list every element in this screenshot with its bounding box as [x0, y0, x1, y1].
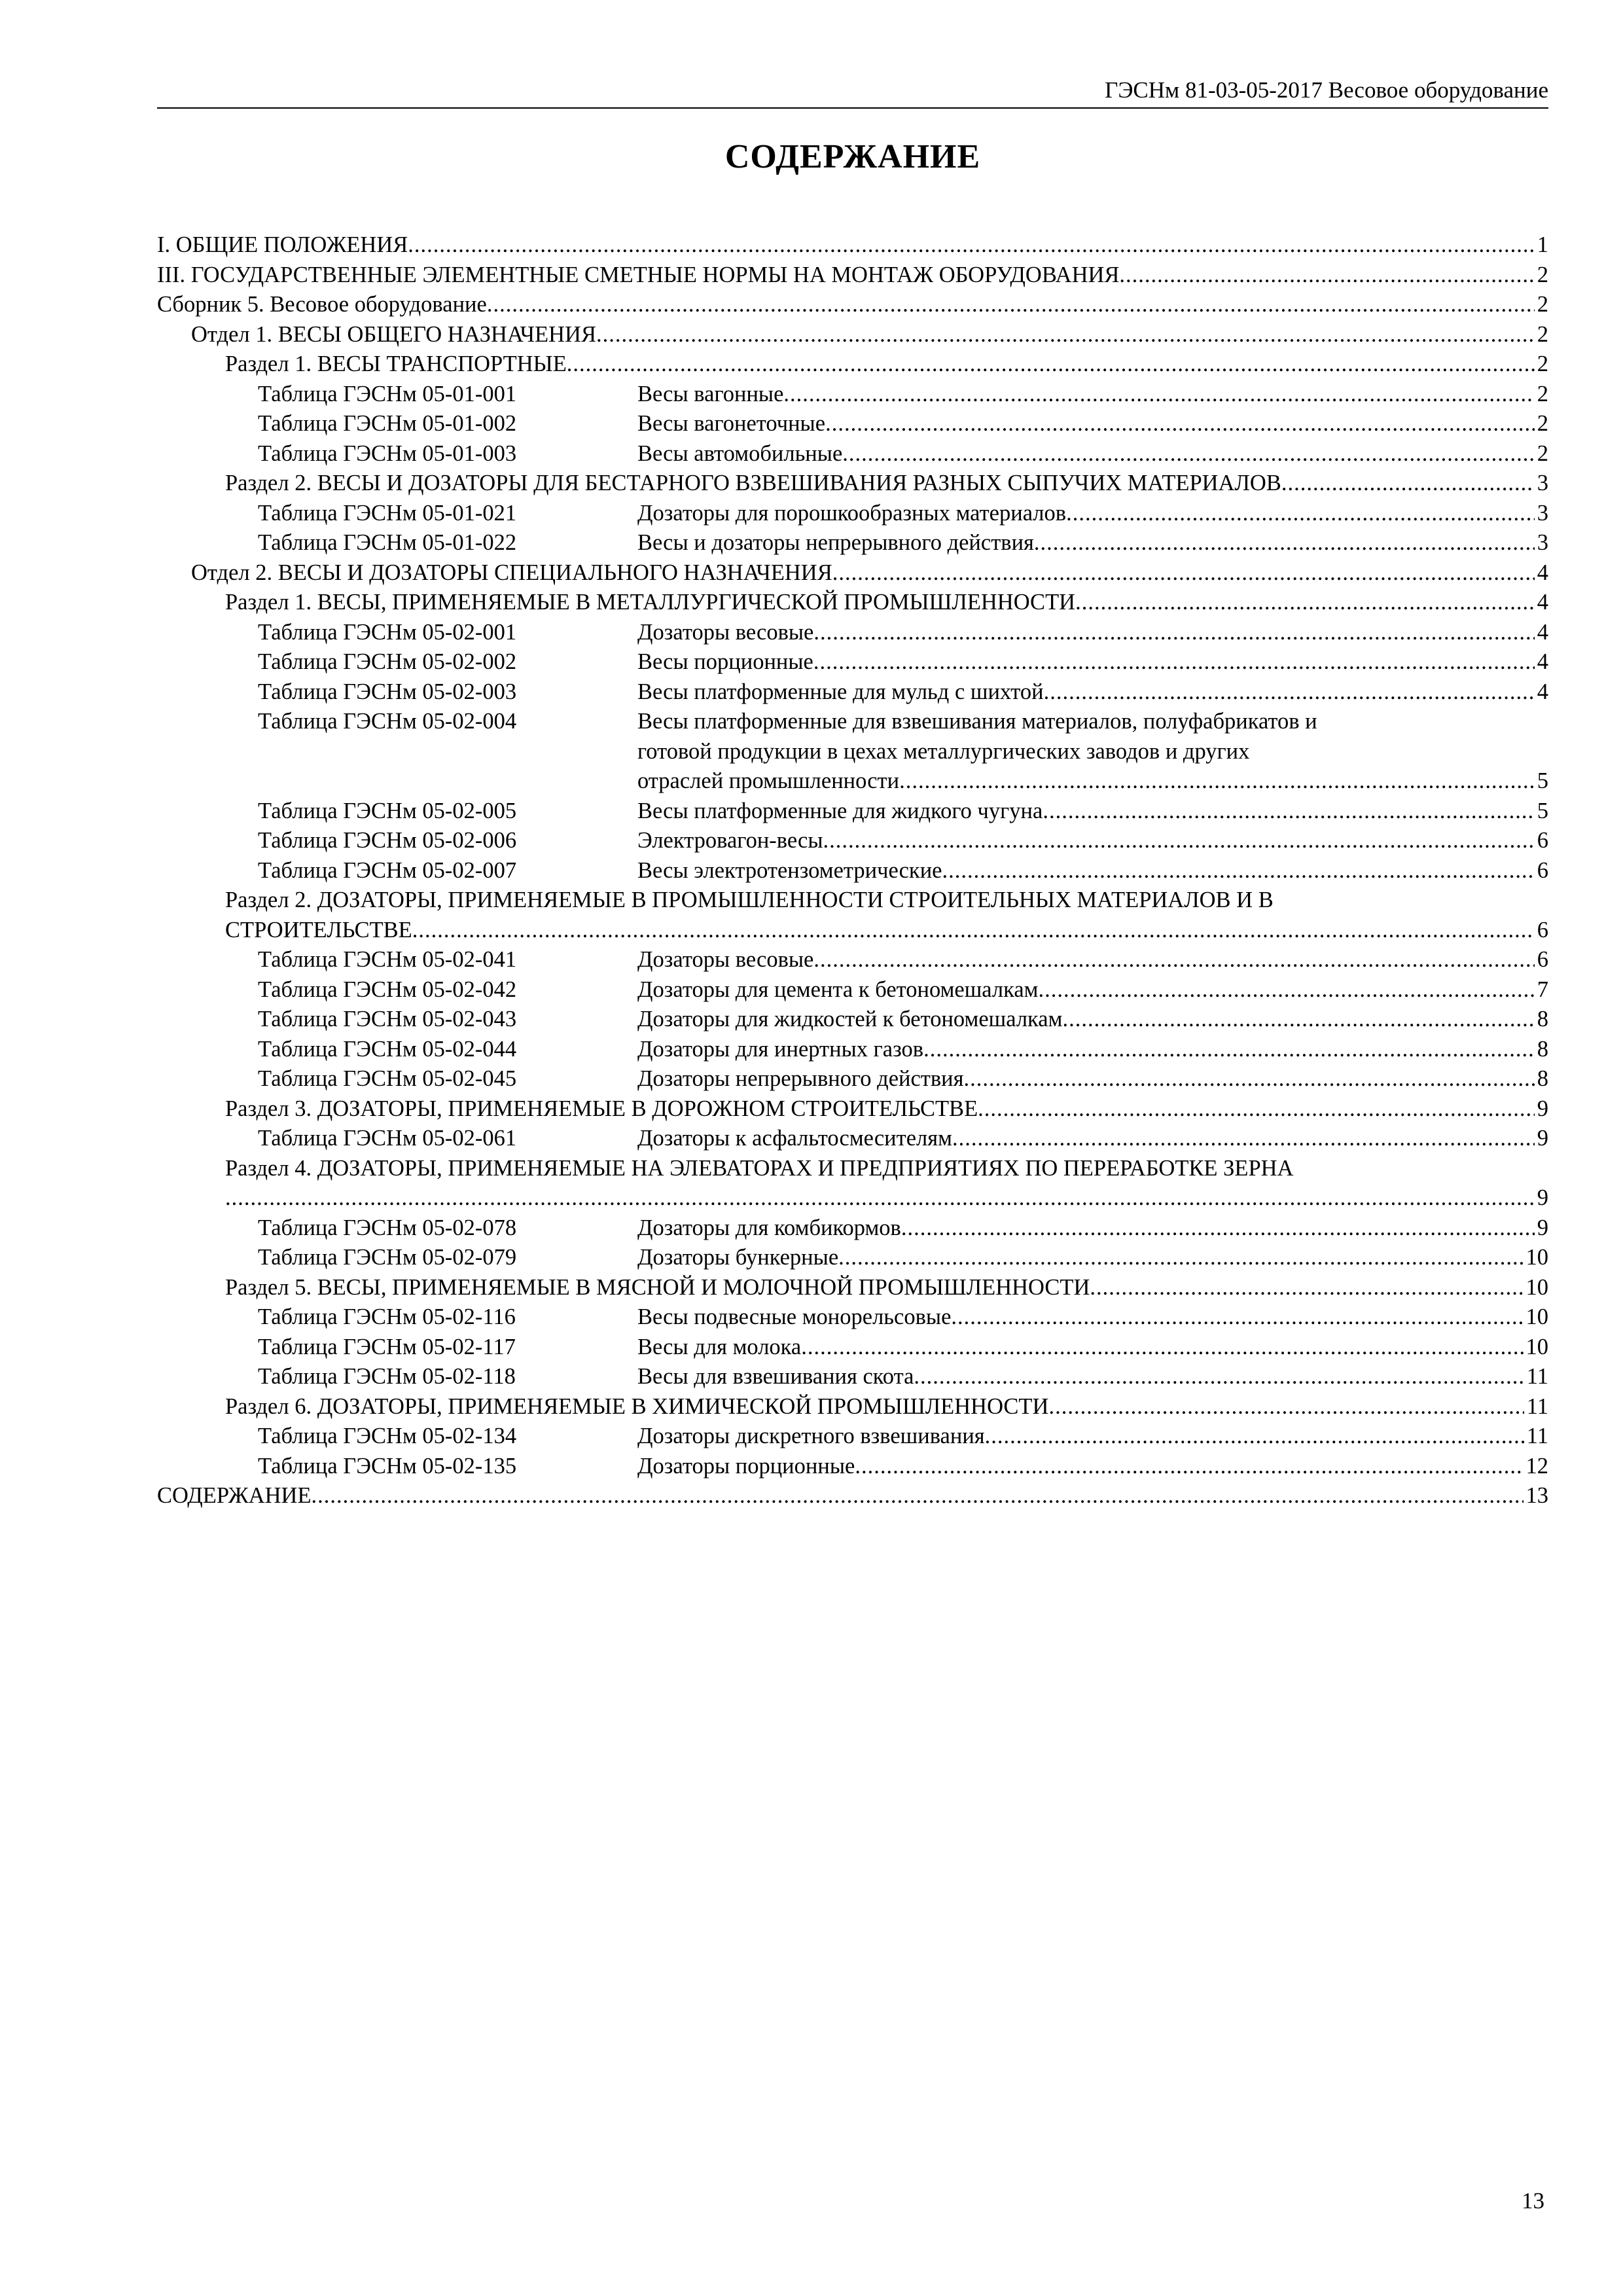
toc-entry-page: 10 — [1525, 1304, 1548, 1329]
toc-table-code: Таблица ГЭСНм 05-02-061 — [258, 1126, 517, 1151]
toc-entry-label: Отдел 1. ВЕСЫ ОБЩЕГО НАЗНАЧЕНИЯ — [191, 321, 596, 347]
toc-entry-page: 6 — [1537, 857, 1548, 883]
toc-entry-label: Дозаторы дискретного взвешивания — [637, 1424, 985, 1448]
toc-leader-dots — [855, 1452, 1523, 1482]
toc-leader-dots — [1043, 797, 1534, 827]
toc-leader-dots — [942, 856, 1534, 886]
toc-entry[interactable] — [157, 945, 1548, 975]
toc-leader-dots — [412, 916, 1535, 946]
toc-entry[interactable] — [157, 647, 1548, 677]
toc-entry-label: СОДЕРЖАНИЕ — [157, 1483, 312, 1508]
toc-entry-label: Дозаторы весовые — [637, 947, 814, 972]
toc-leader-dots — [487, 290, 1535, 320]
toc-leader-dots — [783, 380, 1534, 410]
toc-entry-page: 7 — [1537, 977, 1548, 1002]
toc-entry[interactable]: Раздел 2. ДОЗАТОРЫ, ПРИМЕНЯЕМЫЕ В ПРОМЫШЛЕННОСТИ СТРОИТЕЛЬНЫХ МАТЕРИАЛОВ И В — [225, 888, 1274, 912]
toc-entry-page: 11 — [1526, 1393, 1548, 1419]
toc-table-code: Таблица ГЭСНм 05-02-134 — [258, 1424, 517, 1448]
toc-entry-label: Дозаторы для порошкообразных материалов — [637, 500, 1067, 526]
toc-entry[interactable] — [157, 260, 1548, 291]
toc-entry-label: I. ОБЩИЕ ПОЛОЖЕНИЯ — [157, 232, 408, 257]
toc-entry-label: Весы платформенные для мульд с шихтой — [637, 679, 1044, 704]
toc-table-code: Таблица ГЭСНм 05-02-135 — [258, 1453, 517, 1479]
toc-entry-label: Весы подвесные монорельсовые — [637, 1304, 952, 1329]
toc-leader-dots — [1119, 260, 1534, 291]
toc-entry-label: Дозаторы весовые — [637, 619, 814, 645]
toc-leader-dots — [842, 439, 1534, 469]
toc-leader-dots — [1062, 1005, 1534, 1035]
toc-entry-page: 9 — [1537, 1126, 1548, 1151]
toc-leader-dots — [1281, 469, 1535, 499]
toc-entry[interactable] — [157, 469, 1548, 499]
toc-table-code: Таблица ГЭСНм 05-01-003 — [258, 440, 517, 466]
toc-leader-dots — [1048, 1392, 1524, 1422]
toc-entry[interactable] — [157, 230, 1548, 260]
toc-entry-page: 8 — [1537, 1007, 1548, 1031]
toc-leader-dots — [1039, 975, 1535, 1005]
toc-leader-dots — [225, 1183, 1535, 1213]
toc-entry[interactable] — [157, 1481, 1548, 1511]
toc-table-code: Таблица ГЭСНм 05-01-002 — [258, 411, 517, 436]
toc-entry-page: 9 — [1537, 1185, 1548, 1210]
toc-leader-dots — [1044, 677, 1535, 708]
toc-entry-page: 2 — [1537, 411, 1548, 436]
toc-leader-dots — [838, 1243, 1523, 1273]
toc-entry[interactable] — [157, 588, 1548, 618]
toc-entry[interactable] — [157, 1124, 1548, 1154]
toc-entry[interactable] — [157, 1392, 1548, 1422]
toc-entry[interactable] — [157, 1213, 1548, 1244]
toc-entry-label: Весы и дозаторы непрерывного действия — [637, 530, 1034, 555]
toc-table-code: Таблица ГЭСНм 05-02-005 — [258, 798, 517, 823]
toc-entry[interactable] — [157, 677, 1548, 708]
toc-leader-dots — [1034, 528, 1535, 558]
toc-entry-label: Дозаторы непрерывного действия — [637, 1066, 964, 1091]
toc-entry-page: 4 — [1537, 590, 1548, 615]
toc-table-code: Таблица ГЭСНм 05-02-007 — [258, 857, 517, 883]
toc-entry[interactable] — [157, 826, 1548, 856]
toc-entry[interactable] — [157, 1452, 1548, 1482]
toc-entry[interactable] — [157, 1094, 1548, 1124]
toc-entry[interactable] — [157, 499, 1548, 529]
toc-entry-continuation[interactable] — [157, 916, 1548, 946]
toc-entry-page: 4 — [1537, 619, 1548, 645]
toc-entry-label: Раздел 5. ВЕСЫ, ПРИМЕНЯЕМЫЕ В МЯСНОЙ И МОЛОЧНОЙ ПРОМЫШЛЕННОСТИ — [225, 1274, 1090, 1300]
toc-leader-dots — [567, 350, 1535, 380]
toc-table-code: Таблица ГЭСНм 05-02-006 — [258, 828, 517, 853]
toc-table-code: Таблица ГЭСНм 05-02-116 — [258, 1304, 516, 1329]
toc-entry-label: Раздел 6. ДОЗАТОРЫ, ПРИМЕНЯЕМЫЕ В ХИМИЧЕСКОЙ ПРОМЫШЛЕННОСТИ — [225, 1393, 1049, 1419]
toc-entry-page: 2 — [1537, 321, 1548, 347]
toc-entry-label: Дозаторы для комбикормов — [637, 1215, 901, 1240]
toc-entry[interactable] — [157, 380, 1548, 410]
toc-entry[interactable] — [157, 1064, 1548, 1094]
toc-entry-page: 2 — [1537, 262, 1548, 287]
toc-entry[interactable] — [157, 1422, 1548, 1452]
toc-entry-label: Дозаторы бункерные — [637, 1245, 839, 1270]
toc-leader-dots — [813, 618, 1534, 648]
toc-leader-dots — [899, 766, 1535, 797]
toc-entry[interactable] — [157, 1243, 1548, 1273]
toc-leader-dots — [952, 1124, 1535, 1154]
toc-entry-label: III. ГОСУДАРСТВЕННЫЕ ЭЛЕМЕНТНЫЕ СМЕТНЫЕ НОРМЫ НА МОНТАЖ ОБОРУДОВАНИЯ — [157, 262, 1120, 287]
toc-entry-label: Дозаторы к асфальтосмесителям — [637, 1126, 952, 1151]
toc-table-code: Таблица ГЭСНм 05-02-079 — [258, 1245, 517, 1270]
toc-leader-dots — [832, 558, 1535, 588]
toc-leader-dots — [951, 1302, 1523, 1333]
toc-entry-label: Весы вагонные — [637, 381, 784, 406]
toc-entry-label: Весы автомобильные — [637, 440, 843, 466]
toc-entry-page: 10 — [1525, 1334, 1548, 1359]
toc-entry-page: 9 — [1537, 1215, 1548, 1240]
toc-entry[interactable] — [157, 290, 1548, 320]
toc-entry[interactable] — [157, 1273, 1548, 1303]
toc-entry-page: 3 — [1537, 471, 1548, 495]
toc-entry-label: Отдел 2. ВЕСЫ И ДОЗАТОРЫ СПЕЦИАЛЬНОГО НАЗНАЧЕНИЯ — [191, 560, 832, 585]
toc-entry[interactable] — [157, 1333, 1548, 1363]
toc-table-code: Таблица ГЭСНм 05-02-045 — [258, 1066, 517, 1091]
toc-entry-page: 2 — [1537, 351, 1548, 376]
toc-entry[interactable] — [157, 558, 1548, 588]
toc-entry-page: 9 — [1537, 1096, 1548, 1121]
toc-entry-label: Весы платформенные для взвешивания материалов, полуфабрикатов и — [637, 709, 1317, 734]
toc-leader-dots — [1075, 588, 1535, 618]
toc-leader-dots — [1090, 1273, 1523, 1303]
toc-table-code: Таблица ГЭСНм 05-02-003 — [258, 679, 517, 704]
toc-table-code: Таблица ГЭСНм 05-02-078 — [258, 1215, 517, 1240]
toc-entry-page: 8 — [1537, 1066, 1548, 1091]
toc-entry-page: 6 — [1537, 947, 1548, 972]
toc-entry[interactable] — [157, 350, 1548, 380]
page-number: 13 — [1522, 2188, 1544, 2214]
running-header: ГЭСНм 81-03-05-2017 Весовое оборудование — [157, 73, 1548, 109]
toc-table-code: Таблица ГЭСНм 05-02-001 — [258, 619, 517, 645]
toc-leader-dots — [596, 320, 1535, 350]
toc-entry[interactable] — [157, 1302, 1548, 1333]
toc-entry-page: 3 — [1537, 500, 1548, 526]
toc-entry-continuation: готовой продукции в цехах металлургических заводов и других — [637, 738, 1250, 764]
toc-leader-dots — [813, 945, 1534, 975]
toc-entry-page: 3 — [1537, 530, 1548, 555]
toc-leader-dots — [914, 1362, 1524, 1392]
toc-entry-label: Сборник 5. Весовое оборудование — [157, 292, 487, 317]
toc-leader-dots — [964, 1064, 1535, 1094]
toc-entry-page: 8 — [1537, 1036, 1548, 1062]
toc-entry-page: 4 — [1537, 560, 1548, 585]
toc-table-code: Таблица ГЭСНм 05-02-042 — [258, 977, 517, 1002]
toc-leader-dots — [823, 826, 1535, 856]
toc-entry-page: 12 — [1525, 1453, 1548, 1479]
toc-entry-continuation[interactable] — [157, 1183, 1548, 1213]
toc-entry-label: Раздел 1. ВЕСЫ, ПРИМЕНЯЕМЫЕ В МЕТАЛЛУРГИЧЕСКОЙ ПРОМЫШЛЕННОСТИ — [225, 590, 1076, 615]
toc-leader-dots — [901, 1213, 1535, 1244]
toc-entry[interactable] — [157, 1005, 1548, 1035]
toc-entry-page: 10 — [1525, 1245, 1548, 1270]
toc-entry-page: 2 — [1537, 292, 1548, 317]
toc-entry-label: Весы платформенные для жидкого чугуна — [637, 798, 1043, 823]
toc-entry-continuation[interactable] — [157, 766, 1548, 797]
toc-entry-page: 10 — [1525, 1274, 1548, 1300]
toc-table-code: Таблица ГЭСНм 05-02-041 — [258, 947, 517, 972]
toc-entry-page: 4 — [1537, 649, 1548, 674]
toc-entry-page: 11 — [1526, 1364, 1548, 1389]
toc-entry-label: Раздел 3. ДОЗАТОРЫ, ПРИМЕНЯЕМЫЕ В ДОРОЖНОМ СТРОИТЕЛЬСТВЕ — [225, 1096, 978, 1121]
toc-table-code: Таблица ГЭСНм 05-02-044 — [258, 1036, 517, 1062]
toc-entry-label: Весы порционные — [637, 649, 813, 674]
toc-entry[interactable] — [157, 409, 1548, 439]
toc-entry-label: отраслей промышленности — [637, 768, 900, 793]
toc-entry-label: Раздел 1. ВЕСЫ ТРАНСПОРТНЫЕ — [225, 351, 567, 376]
toc-entry-label: Весы для молока — [637, 1334, 802, 1359]
toc-entry[interactable] — [157, 797, 1548, 827]
toc-table-code: Таблица ГЭСНм 05-02-117 — [258, 1334, 516, 1359]
toc-entry-label: Весы электротензометрические — [637, 857, 942, 883]
toc-entry-label: Дозаторы для жидкостей к бетономешалкам — [637, 1007, 1063, 1031]
table-of-contents — [157, 230, 1548, 1511]
toc-entry[interactable] — [157, 1362, 1548, 1392]
toc-entry-page: 5 — [1537, 768, 1548, 793]
toc-entry-label: Весы для взвешивания скота — [637, 1364, 914, 1389]
toc-entry-page: 2 — [1537, 440, 1548, 466]
toc-entry[interactable] — [157, 975, 1548, 1005]
toc-leader-dots — [1066, 499, 1535, 529]
toc-table-code: Таблица ГЭСНм 05-01-022 — [258, 530, 517, 555]
toc-entry-label: Дозаторы для инертных газов — [637, 1036, 924, 1062]
toc-entry-label: Весы вагонеточные — [637, 411, 826, 436]
toc-entry[interactable] — [157, 707, 1548, 737]
toc-entry-label: Дозаторы для цемента к бетономешалкам — [637, 977, 1039, 1002]
toc-leader-dots — [923, 1035, 1535, 1065]
toc-entry-page: 6 — [1537, 917, 1548, 942]
toc-entry-page: 5 — [1537, 798, 1548, 823]
toc-leader-dots — [978, 1094, 1535, 1124]
toc-entry-label: Раздел 2. ВЕСЫ И ДОЗАТОРЫ ДЛЯ БЕСТАРНОГО ВЗВЕШИВАНИЯ РАЗНЫХ СЫПУЧИХ МАТЕРИАЛОВ — [225, 471, 1281, 495]
toc-table-code: Таблица ГЭСНм 05-02-004 — [258, 709, 517, 734]
toc-entry-page: 4 — [1537, 679, 1548, 704]
toc-leader-dots — [985, 1422, 1524, 1452]
toc-table-code: Таблица ГЭСНм 05-02-043 — [258, 1007, 517, 1031]
toc-entry-page: 6 — [1537, 828, 1548, 853]
toc-entry[interactable]: Раздел 4. ДОЗАТОРЫ, ПРИМЕНЯЕМЫЕ НА ЭЛЕВАТОРАХ И ПРЕДПРИЯТИЯХ ПО ПЕРЕРАБОТКЕ ЗЕРНА — [225, 1155, 1294, 1181]
toc-entry[interactable] — [157, 1035, 1548, 1065]
toc-table-code: Таблица ГЭСНм 05-02-118 — [258, 1364, 516, 1389]
toc-entry-page: 2 — [1537, 381, 1548, 406]
toc-entry-page: 1 — [1537, 232, 1548, 257]
toc-entry-page: 11 — [1526, 1424, 1548, 1448]
toc-entry-label: Электровагон-весы — [637, 828, 823, 853]
toc-entry[interactable] — [157, 528, 1548, 558]
toc-entry[interactable] — [157, 320, 1548, 350]
toc-entry-label: СТРОИТЕЛЬСТВЕ — [225, 917, 412, 942]
toc-leader-dots — [801, 1333, 1523, 1363]
toc-leader-dots — [408, 230, 1534, 260]
toc-entry-page: 13 — [1525, 1483, 1548, 1508]
toc-entry[interactable] — [157, 856, 1548, 886]
page-title: СОДЕРЖАНИЕ — [724, 138, 981, 175]
toc-leader-dots — [825, 409, 1535, 439]
toc-leader-dots — [312, 1481, 1524, 1511]
toc-entry[interactable] — [157, 439, 1548, 469]
toc-entry-label: Дозаторы порционные — [637, 1453, 855, 1479]
toc-leader-dots — [813, 647, 1535, 677]
toc-entry[interactable] — [157, 618, 1548, 648]
toc-table-code: Таблица ГЭСНм 05-01-021 — [258, 500, 517, 526]
toc-table-code: Таблица ГЭСНм 05-02-002 — [258, 649, 517, 674]
toc-table-code: Таблица ГЭСНм 05-01-001 — [258, 381, 517, 406]
